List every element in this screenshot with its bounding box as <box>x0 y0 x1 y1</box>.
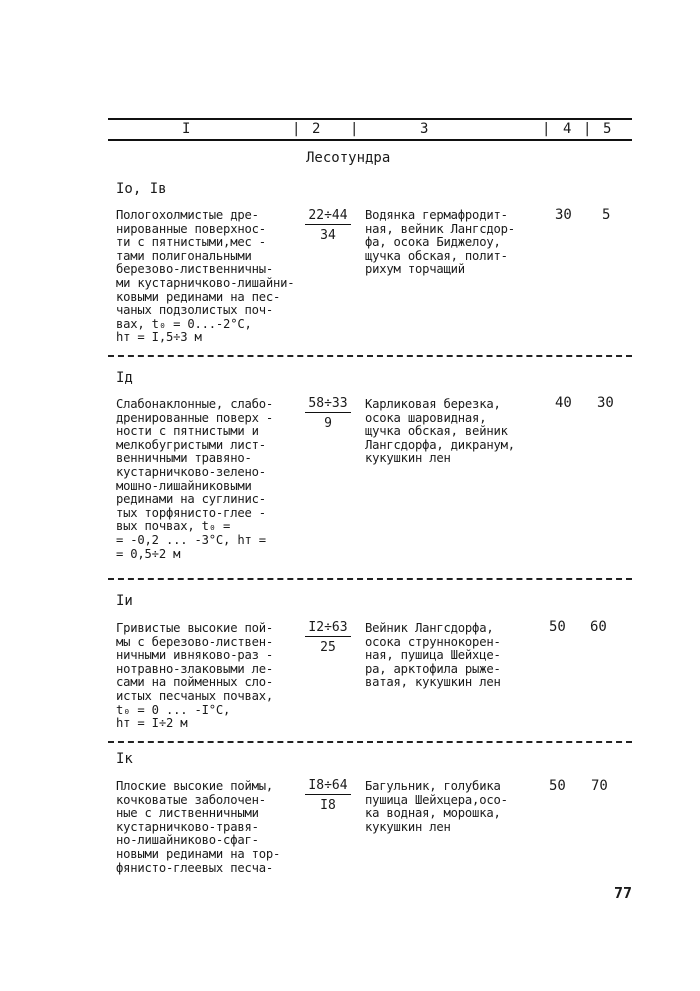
row-code: Iд <box>116 370 133 386</box>
page-number: 77 <box>614 884 633 902</box>
row-vegetation: Багульник, голубика пушица Шейхцера,осо- ка водная, морошка, кукушкин лен <box>365 779 508 834</box>
row-separator <box>108 741 632 743</box>
row-fraction <box>305 208 351 243</box>
row-col4: 30 <box>555 207 572 223</box>
header-col-4: 4 <box>563 121 572 137</box>
row-vegetation: Вейник Лангсдорфа, осока струннокорен- ная, пушица Шейхце- ра, арктофила рыже- ватая, кукушкин лен <box>365 621 501 690</box>
row-separator <box>108 578 632 580</box>
row-col5: 30 <box>597 395 614 411</box>
row-vegetation: Карликовая березка, осока шаровидная, щучка обская, вейник Лангсдорфа, дикранум, кукушкин лен <box>365 397 515 466</box>
row-code: Iк <box>116 751 133 767</box>
row-fraction <box>305 620 351 655</box>
section-title: Лесотундра <box>306 150 391 166</box>
header-bottom-rule <box>108 139 632 141</box>
fraction-numerator: 58÷33 <box>305 396 351 413</box>
row-description: Плоские высокие поймы, кочковатые заболочен- ные с лиственничными кустарничково-травя- но-лишайниково-сфаг- новыми рединами на тор- фянисто-глеевых песча- <box>116 779 281 875</box>
fraction-numerator: 22÷44 <box>305 208 351 225</box>
header-col-1: I <box>182 121 191 137</box>
row-code: Iо, Iв <box>116 181 167 197</box>
header-col-3: 3 <box>420 121 429 137</box>
row-separator <box>108 355 632 357</box>
row-description: Слабонаклонные, слабо- дренированные поверх - ности с пятнистыми и мелкобугристыми лист- венничными травяно- кустарничково-зелено- мошно-лишайниковыми рединами на суглинис- тых торфянисто-глее - вых почвах, t₀ = = -0,2 ... -3°С, hт = = 0,5÷2 м <box>116 397 274 561</box>
fraction-numerator: I8÷64 <box>305 778 351 795</box>
row-col5: 70 <box>591 778 608 794</box>
row-description: Пологохолмистые дре- нированные поверхнос- ти с пятнистыми,мес - тами полигональными березово-лиственничны- ми кустарничково-лишайни- ковыми рединами на пес- чаных подзолистых поч- вах, t₀ = 0...-2°С, hт = I,5÷3 м <box>116 208 295 345</box>
row-col4: 40 <box>555 395 572 411</box>
row-col4: 50 <box>549 778 566 794</box>
row-vegetation: Водянка гермафродит- ная, вейник Лангсдор- фа, осока Биджелоу, щучка обская, полит- рихум торчащий <box>365 208 515 277</box>
header-col-5: 5 <box>603 121 612 137</box>
fraction-denominator: 34 <box>320 228 336 243</box>
row-description: Гривистые высокие пой- мы с березово-листвен- ничными ивняково-раз - нотравно-злаковыми ле- сами на пойменных сло- истых песчаных почвах, t₀ = 0 ... -I°С, hт = I÷2 м <box>116 621 274 731</box>
row-fraction <box>305 396 351 431</box>
row-code: Iи <box>116 593 133 609</box>
fraction-denominator: 9 <box>324 416 332 431</box>
row-col5: 5 <box>602 207 611 223</box>
row-col5: 60 <box>590 619 607 635</box>
header-top-rule <box>108 118 632 120</box>
row-fraction <box>305 778 351 813</box>
fraction-denominator: I8 <box>320 798 336 813</box>
row-col4: 50 <box>549 619 566 635</box>
fraction-denominator: 25 <box>320 640 336 655</box>
header-col-2: 2 <box>312 121 321 137</box>
fraction-numerator: I2÷63 <box>305 620 351 637</box>
